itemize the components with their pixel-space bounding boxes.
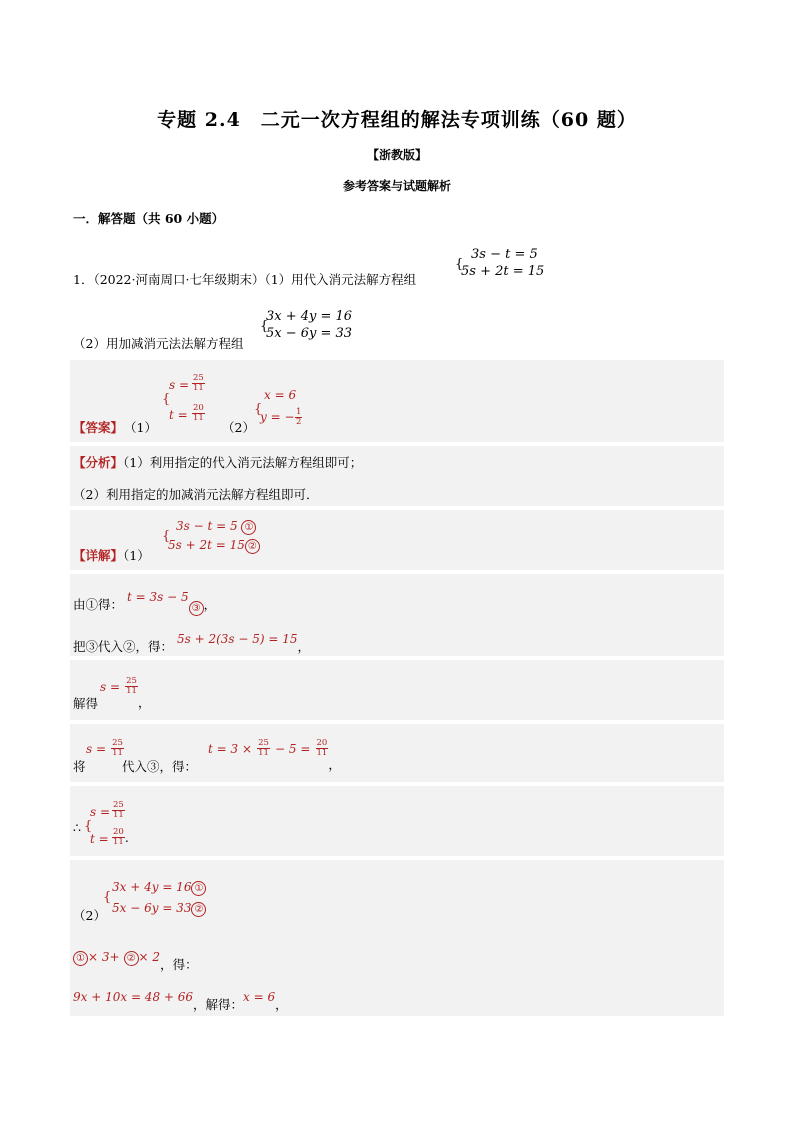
brace-icon: { — [455, 257, 464, 272]
detail-step-solve: 解得 — [73, 696, 99, 711]
detail-block-3 — [70, 660, 724, 720]
brace-icon: { — [162, 529, 171, 544]
answer-label: 【答案】 — [73, 420, 124, 435]
brace-icon: { — [162, 392, 171, 407]
question-part2-label: （2）用加减消元法法解方程组 — [73, 336, 244, 351]
subtitle: 参考答案与试题解析 — [342, 179, 451, 193]
detail-step-combine: ① × 3+ ② × 2，得： — [73, 955, 198, 974]
therefore-symbol: ∴ — [73, 820, 81, 835]
analysis-line-2: （2）利用指定的加减消元法解方程组即可． — [73, 487, 319, 502]
detail-step-substitute: 把③代入②，得： 5s + 2(3s − 5) = 15， — [73, 632, 311, 654]
detail-part2-label: （2） — [73, 908, 106, 923]
edition-label: 【浙教版】 — [366, 148, 427, 162]
brace-icon: { — [260, 319, 269, 334]
detail-step-from1: 由①得： t = 3s − 5③ ， — [73, 590, 217, 614]
detail-put-s: s = $\frac{25}{11}$ — [86, 738, 123, 758]
page-title: 专题 2.4 二元一次方程组的解法专项训练（60 题） — [157, 109, 637, 131]
answer-part2: （2） — [222, 420, 255, 435]
section-heading: 一．解答题（共 60 小题） — [73, 211, 225, 226]
detail-step-put: 将 — [73, 759, 86, 774]
detail-label: 【详解】（1） — [73, 548, 150, 563]
answer-part1: （1） — [124, 420, 157, 435]
detail-t-calc: t = 3 × $\frac{25}{11}$ − 5 = $\frac{20}{11}$ $_,$ — [208, 738, 341, 772]
brace-icon: { — [103, 890, 112, 905]
brace-icon: { — [254, 402, 263, 417]
brace-icon: { — [84, 819, 93, 834]
detail-s-value: s = $\frac{25}{11}$ $_,$ — [100, 676, 151, 710]
detail-block-5 — [70, 786, 724, 856]
question-label: 1．（2022·河南周口·七年级期末）（1）用代入消元法解方程组 — [73, 272, 417, 287]
detail-put-mid: 代入③，得： — [122, 759, 198, 774]
detail-step-sum: 9x + 10x = 48 + 66，解得：x = 6， — [73, 990, 288, 1012]
analysis-line-1: 【分析】（1）利用指定的代入消元法解方程组即可； — [73, 455, 363, 470]
